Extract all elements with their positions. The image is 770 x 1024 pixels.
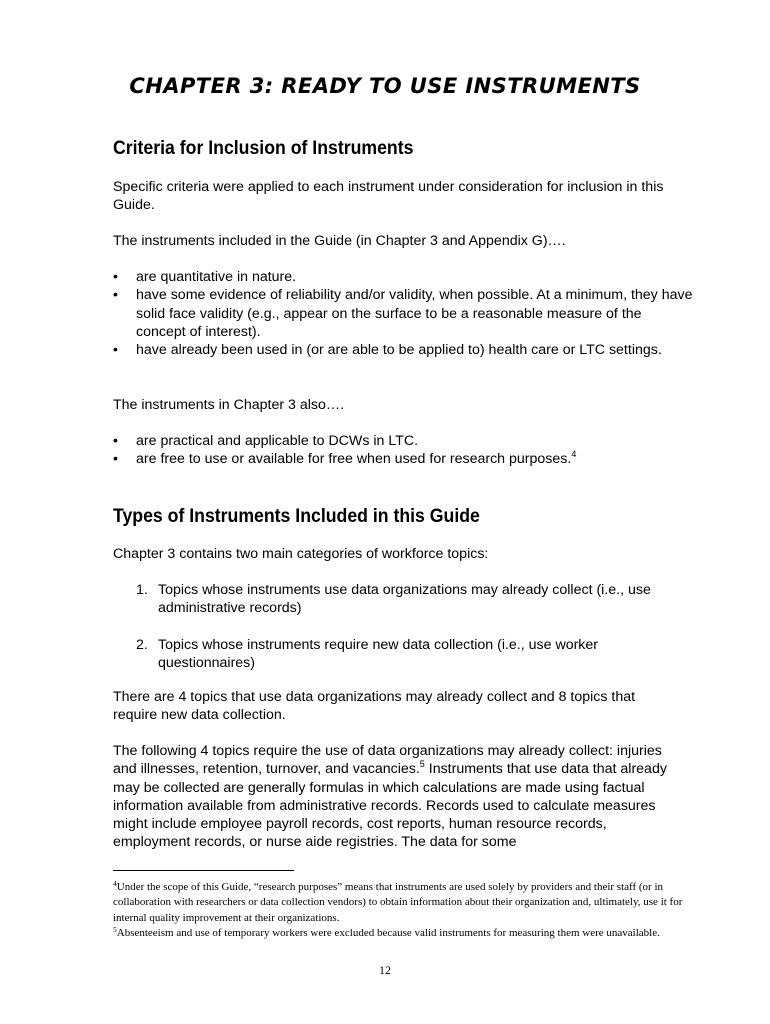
topics-count-paragraph: There are 4 topics that use data organizations may already collect and 8 topics that require new data collection. <box>113 689 636 724</box>
list-item: • are practical and applicable to DCWs in LTC. <box>113 433 419 449</box>
types-numbered-list <box>136 581 676 672</box>
section-heading-types: Types of Instruments Included in this Guide <box>113 506 480 527</box>
footnote-ref-4[interactable]: 4 <box>571 449 577 460</box>
chapter3-bullet-list <box>113 432 693 469</box>
bullet-icon: • <box>113 342 118 359</box>
list-item: 1. Topics whose instruments use data organizations may already collect (i.e., use administrative records) <box>136 582 651 617</box>
chapter3-lead: The instruments in Chapter 3 also…. <box>113 397 345 413</box>
bullet-icon: • <box>113 287 118 304</box>
list-item: • are quantitative in nature. <box>113 269 297 285</box>
section-heading-criteria: Criteria for Inclusion of Instruments <box>113 138 414 159</box>
bullet-icon: • <box>113 269 118 285</box>
bullet-icon: • <box>113 433 118 449</box>
list-item: 2. Topics whose instruments require new data collection (i.e., use worker questionnaires) <box>136 636 599 671</box>
chapter-title: CHAPTER 3: READY TO USE INSTRUMENTS <box>129 74 641 99</box>
footnote-4: $^4$Under the scope of this Guide, “research purposes” means that instruments are used solely by providers and their staff (or in collaboration with researchers or data collection vendors) to obtain information about their organization and, ultimately, use it for internal quality improvement at their organizations. <box>113 879 683 924</box>
footnote-divider <box>113 870 294 871</box>
criteria-lead: The instruments included in the Guide (in Chapter 3 and Appendix G)…. <box>113 233 566 249</box>
footnote-ref-5[interactable]: 5 <box>419 759 425 770</box>
types-intro: Chapter 3 contains two main categories of workforce topics: <box>113 546 489 562</box>
list-item: • have some evidence of reliability and/or validity, when possible. At a minimum, they have solid face validity (e.g., appear on the surface to be a reasonable measure of the concept of interest). <box>113 287 693 340</box>
footnote-5: $^5$Absenteeism and use of temporary workers were excluded because valid instruments for measuring them were unavailable. <box>113 925 660 939</box>
criteria-bullet-list <box>113 268 693 359</box>
data-topics-paragraph: The following 4 topics require the use of data organizations may already collect: injuries and illnesses, retention, turnover, and vacancies.$^5$ Instruments that use data that already may be collected are generally formulas in which calculations are made using factual information available from administrative records. Records used to calculate measures might include employee payroll records, cost reports, human resource records, employment records, or nurse aide registries. The data for some <box>113 743 667 851</box>
bullet-icon: • <box>113 451 118 468</box>
page-number: 12 <box>379 963 391 977</box>
list-item: • are free to use or available for free when used for research purposes.$^4$ <box>113 449 577 468</box>
list-item: • have already been used in (or are able to be applied to) health care or LTC settings. <box>113 342 662 359</box>
criteria-intro: Specific criteria were applied to each instrument under consideration for inclusion in this Guide. <box>113 179 664 214</box>
